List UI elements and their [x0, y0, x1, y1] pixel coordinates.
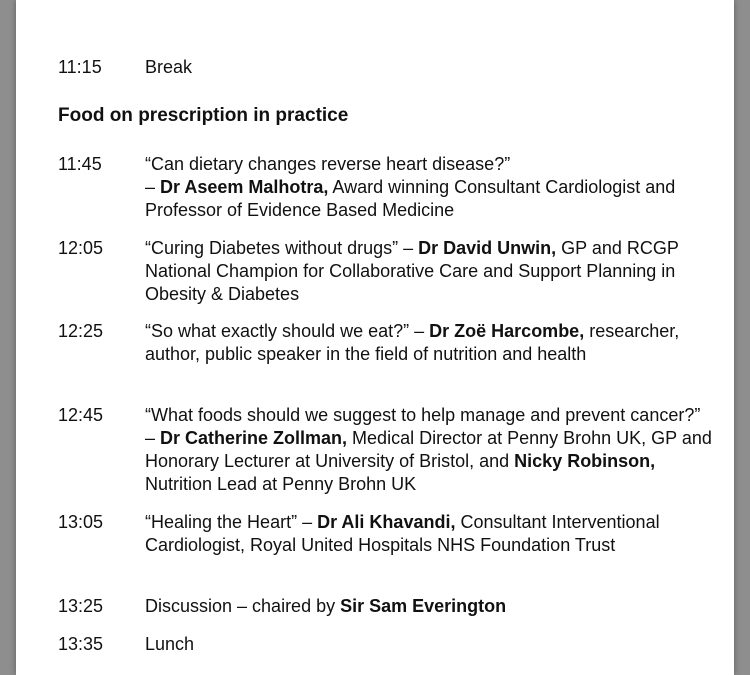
talk-title: “Can dietary changes reverse heart disease?” [145, 154, 511, 174]
agenda-item [145, 320, 715, 366]
talk-title: “Curing Diabetes without drugs” – [145, 238, 419, 258]
speaker-name: Dr Ali Khavandi, [317, 512, 456, 532]
agenda-time: 13:05 [58, 512, 104, 532]
talk-title: “What foods should we suggest to help manage and prevent cancer?” – [145, 405, 701, 448]
document-page [16, 0, 734, 675]
speaker-name: Dr Aseem Malhotra, [160, 177, 329, 197]
agenda-item [145, 237, 715, 306]
dash: – [145, 177, 161, 197]
agenda-time: 13:25 [58, 596, 104, 616]
talk-title: Discussion – chaired by [145, 596, 341, 616]
break-label: Break [145, 57, 193, 77]
agenda-item [145, 511, 715, 557]
speaker-description: Medical Director at Penny Brohn UK, GP and Honorary Lecturer at University of Bristol, and [145, 428, 712, 471]
agenda-item [145, 595, 715, 618]
speaker-description: Consultant Interventional Cardiologist, Royal United Hospitals NHS Foundation Trust [145, 512, 660, 555]
talk-title: “Healing the Heart” – [145, 512, 318, 532]
speaker-description: GP and RCGP National Champion for Collaborative Care and Support Planning in Obesity & Diabetes [145, 238, 679, 304]
agenda-time: 12:45 [58, 405, 104, 425]
speaker-name: Dr David Unwin, [418, 238, 557, 258]
agenda-item [145, 153, 715, 222]
agenda-time: 12:25 [58, 321, 104, 341]
agenda-item: Lunch [145, 634, 195, 654]
agenda-time: 12:05 [58, 238, 104, 258]
speaker-name-2: Nicky Robinson, [514, 451, 656, 471]
break-time: 11:15 [58, 57, 102, 77]
agenda-time: 11:45 [58, 154, 102, 174]
agenda-item [145, 404, 715, 496]
speaker-name: Dr Zoë Harcombe, [429, 321, 585, 341]
speaker-description: researcher, author, public speaker in the field of nutrition and health [145, 321, 680, 364]
talk-title: “So what exactly should we eat?” – [145, 321, 430, 341]
speaker-description: Award winning Consultant Cardiologist and Professor of Evidence Based Medicine [145, 177, 676, 220]
speaker-description-2: Nutrition Lead at Penny Brohn UK [145, 474, 417, 494]
agenda-time: 13:35 [58, 634, 104, 654]
speaker-name: Dr Catherine Zollman, [160, 428, 348, 448]
section-title: Food on prescription in practice [58, 105, 349, 126]
speaker-name: Sir Sam Everington [340, 596, 507, 616]
